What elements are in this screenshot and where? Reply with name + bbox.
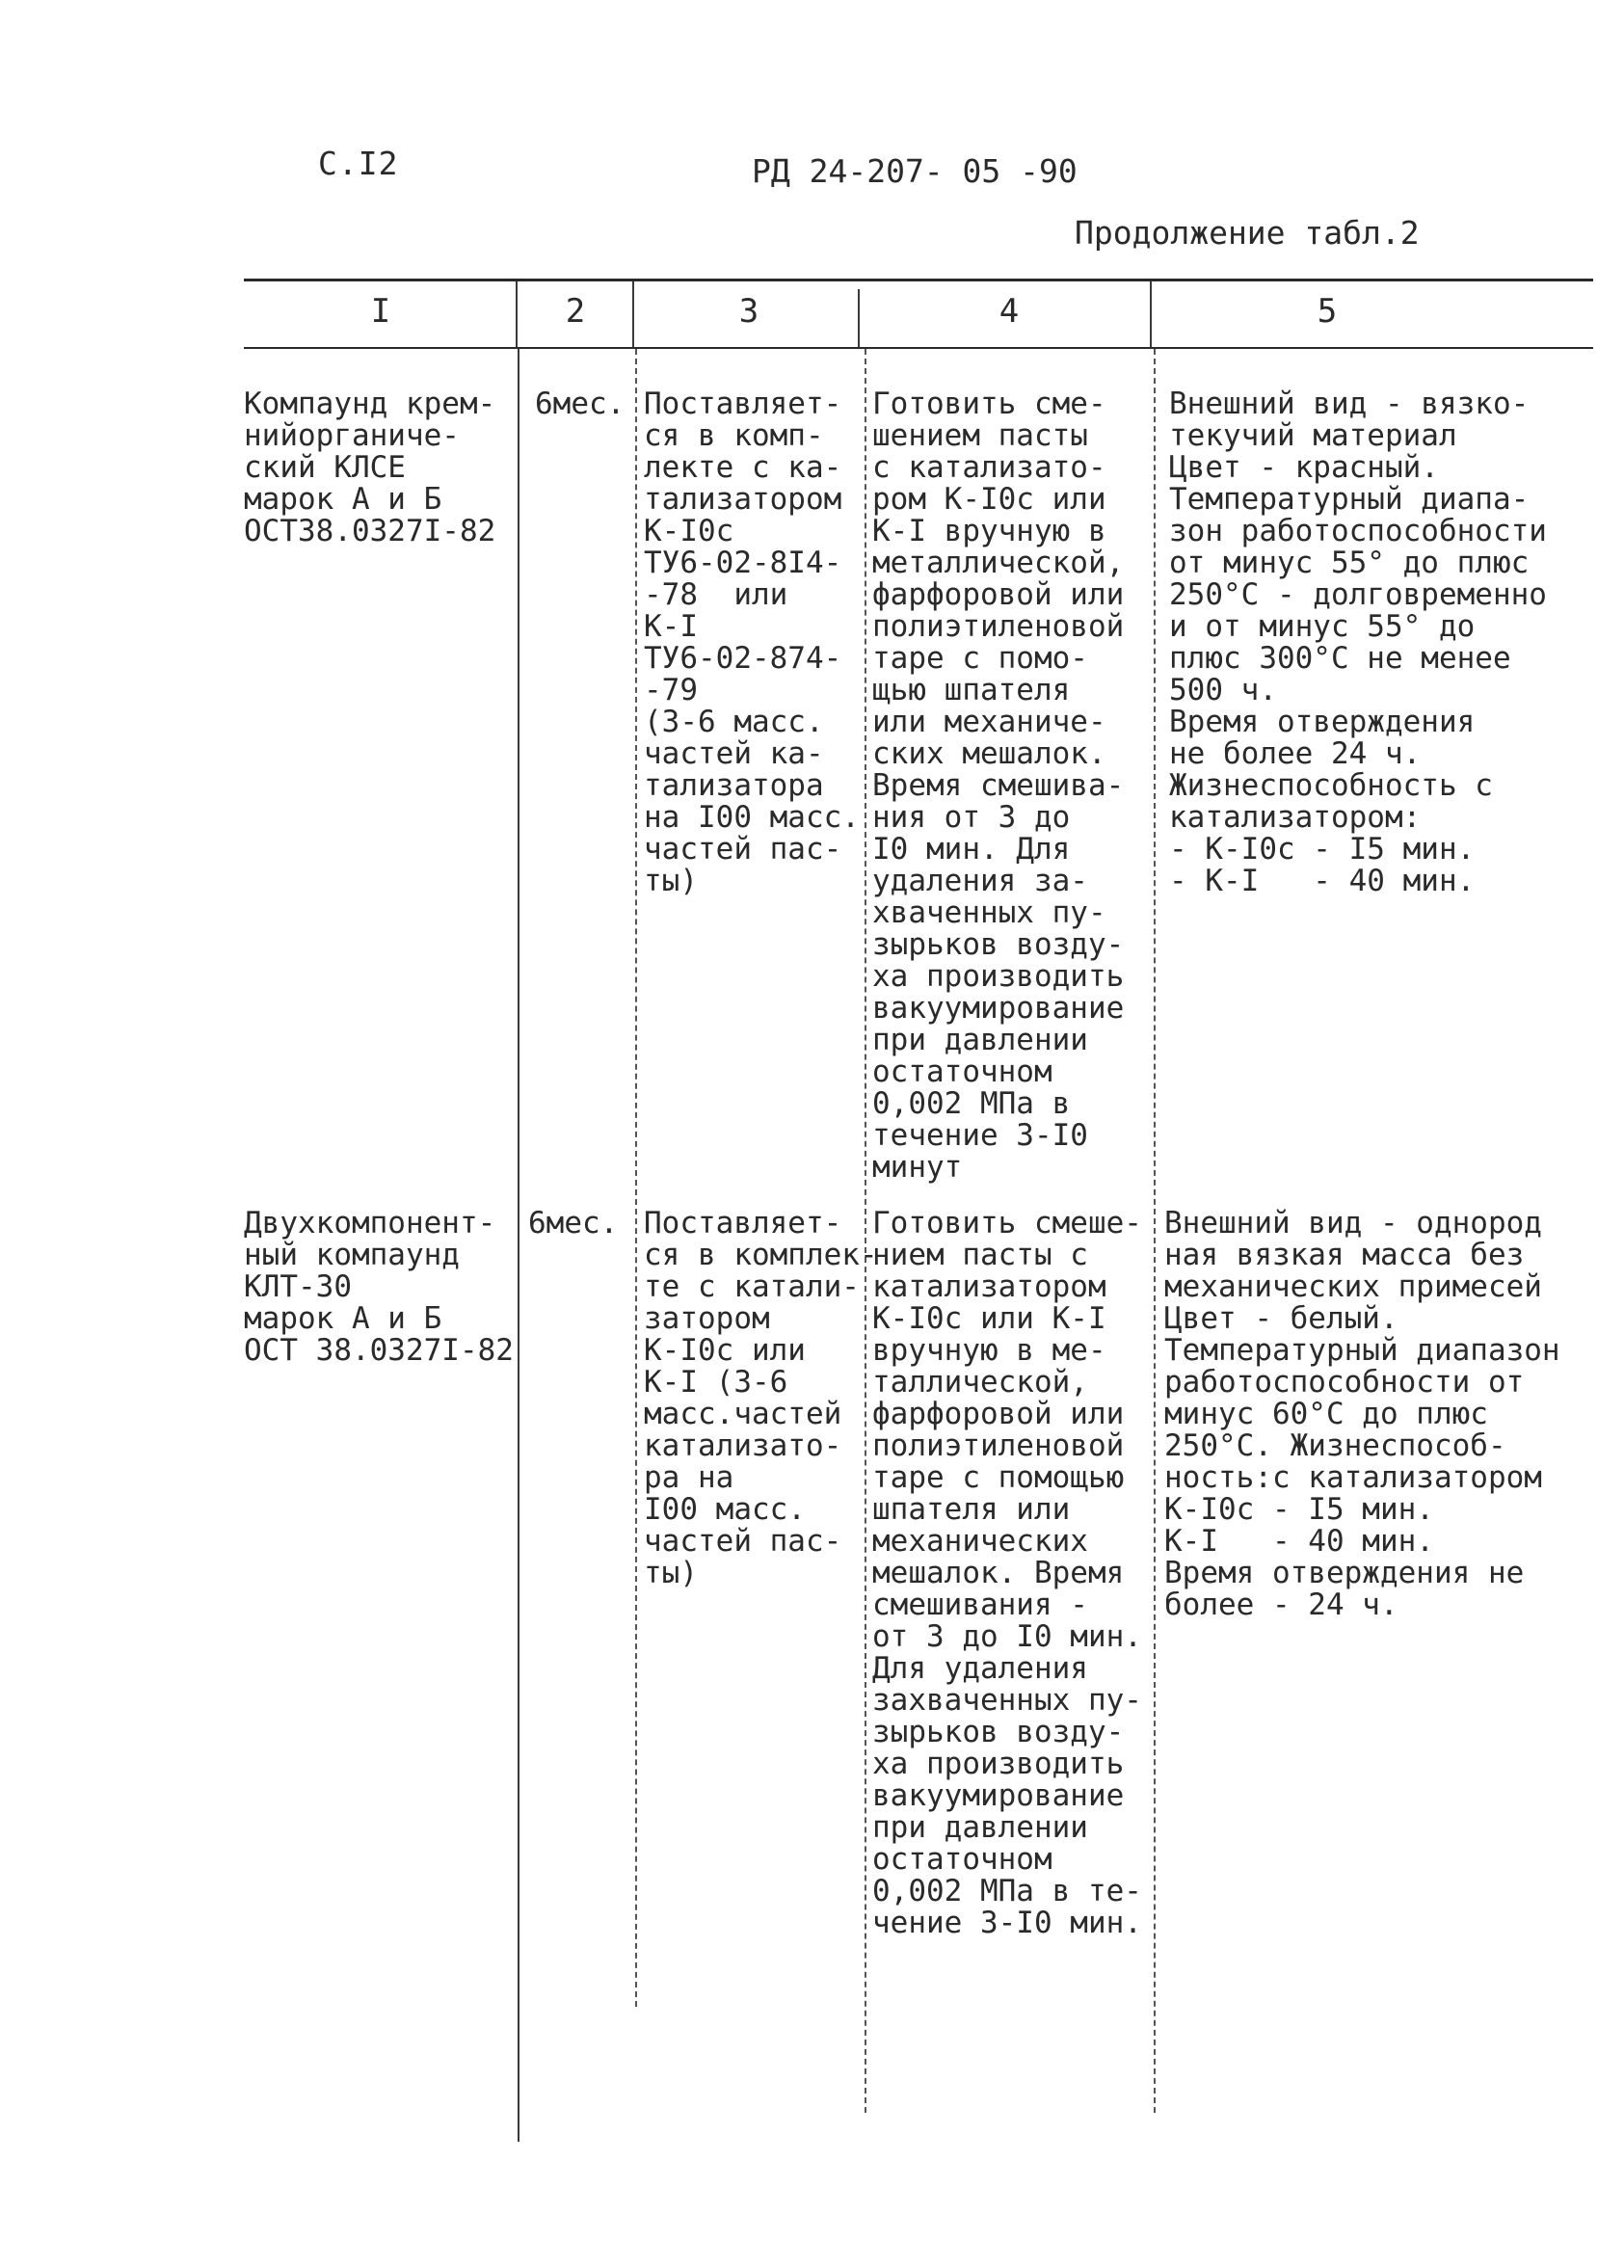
column-header-1: I [370, 292, 391, 331]
row-1-preparation: Готовить сме- шением пасты с катализато- ром К-I0с или К-I вручную в металлической, фарфоровой или полиэтиленовой таре с помо- щью шпателя или механиче- ских мешалок. Время смешива- ния от 3 до I0 мин. Для удаления за- хваченных пу- зырьков возду- ха производить вакуумирование при давлении остаточном 0,002 МПа в течение 3-I0 минут [872, 387, 1125, 1185]
table-header-rule [244, 347, 1593, 349]
column-header-4: 4 [998, 292, 1020, 331]
table-top-rule [244, 279, 1593, 281]
row-2-material: Двухкомпонент- ный компаунд КЛТ-30 марок А и Б ОСТ 38.0327I-82 [244, 1206, 514, 1368]
column-separator-1 [518, 349, 519, 2142]
row-2-supply: Поставляет- ся в комплек- те с катали- затором К-I0с или К-I (3-6 масс.частей катализато- ра на I00 масс. частей пас- ты) [644, 1206, 878, 1590]
row-2-properties: Внешний вид - однород ная вязкая масса без механических примесей Цвет - белый. Температурный диапазон работоспособности от минус 60°С до плюс 250°С. Жизнеспособ- ность:с катализатором К-I0с - I5 мин. К-I - 40 мин. Время отверждения не более - 24 ч. [1164, 1206, 1560, 1622]
row-1-supply: Поставляет- ся в комп- лекте с ка- тализатором К-I0с ТУ6-02-8I4- -78 или К-I ТУ6-02-874- -79 (3-6 масс. частей ка- тализатора на I00 масс. частей пас- ты) [644, 387, 860, 898]
table-caption: Продолжение табл.2 [1075, 214, 1420, 252]
document-code: РД 24-207- 05 -90 [752, 152, 1078, 190]
row-2-shelf-life: 6мес. [528, 1206, 619, 1241]
row-2-preparation: Готовить смеше- нием пасты с катализатором К-I0с или К-I вручную в ме- таллической, фарфоровой или полиэтиленовой таре с помощью шпателя или механических мешалок. Время смешивания - от 3 до I0 мин. Для удаления захваченных пу- зырьков возду- ха производить вакуумирование при давлении остаточном 0,002 МПа в те- чение 3-I0 мин. [872, 1206, 1142, 1940]
page-number: С.I2 [318, 145, 399, 182]
row-1-shelf-life: 6мес. [535, 387, 626, 421]
column-separator-2 [635, 349, 637, 2007]
column-separator-4 [1154, 349, 1156, 2113]
column-header-2: 2 [565, 292, 586, 331]
column-header-3: 3 [738, 292, 759, 331]
row-1-material: Компаунд крем- нийорганиче- ский КЛСЕ марок А и Б ОСТ38.0327I-82 [244, 387, 496, 548]
row-1-properties: Внешний вид - вязко- текучий материал Цвет - красный. Температурный диапа- зон работоспособности от минус 55° до плюс 250°С - долговременно и от минус 55° до плюс 300°С не менее 500 ч. Время отверждения не более 24 ч. Жизнеспособность с катализатором: - К-I0с - I5 мин. - К-I - 40 мин. [1169, 387, 1547, 898]
column-header-5: 5 [1317, 292, 1338, 331]
